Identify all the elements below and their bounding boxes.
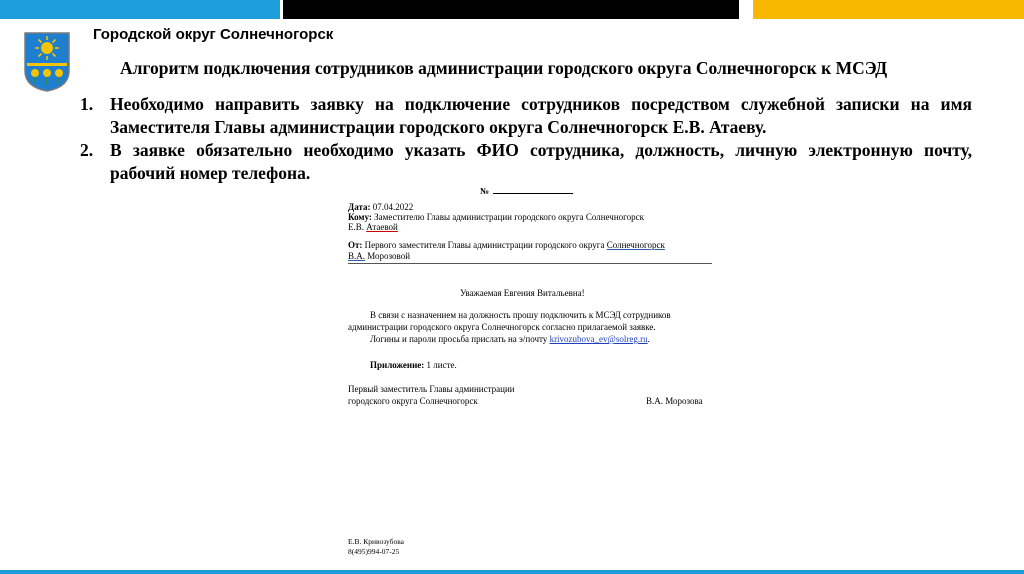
- doc-email-link[interactable]: krivozubova_ev@solreg.ru: [549, 334, 648, 344]
- top-bar-yellow: [753, 0, 1024, 19]
- list-item: [80, 93, 972, 139]
- doc-date-label: Дата:: [348, 202, 371, 212]
- doc-attachment-label: Приложение:: [370, 360, 425, 370]
- top-bar-blue: [0, 0, 280, 19]
- doc-to-name: Атаевой: [366, 222, 398, 232]
- doc-body-line3: [370, 334, 650, 346]
- doc-body-line3-text: Логины и пароли просьба прислать на э/почту: [370, 334, 548, 344]
- doc-executor-phone: 8(495)994-07-25: [348, 547, 400, 556]
- doc-from-link: Солнечногорск: [606, 240, 665, 250]
- doc-body-line2: администрации городского округа Солнечногорск согласно прилагаемой заявке.: [348, 322, 656, 332]
- doc-to-label: Кому:: [348, 212, 372, 222]
- doc-attachment-value: 1 листе.: [426, 360, 457, 370]
- step-text: В заявке обязательно необходимо указать ФИО сотрудника, должность, личную электронную почту, рабочий номер телефона.: [110, 140, 972, 183]
- doc-date-value: 07.04.2022: [372, 202, 414, 212]
- doc-header-rule: [348, 263, 712, 264]
- doc-signer-title1: Первый заместитель Главы администрации: [348, 384, 515, 394]
- bottom-bar: [0, 570, 1024, 574]
- step-text: Необходимо направить заявку на подключение сотрудников посредством служебной записки на имя Заместителя Главы администрации городского округа Солнечногорск Е.В. Атаеву.: [110, 94, 972, 137]
- org-title: Городской округ Солнечногорск: [93, 26, 334, 43]
- memo-document: [330, 180, 730, 560]
- doc-signer-title2: городского округа Солнечногорск: [348, 396, 478, 406]
- doc-from-label: От:: [348, 240, 363, 250]
- step-number: 2.: [80, 140, 94, 160]
- doc-body-line1: В связи с назначением на должность прошу подключить к МСЭД сотрудников: [370, 310, 671, 320]
- doc-from-line2: [348, 251, 410, 263]
- doc-to-prefix: Е.В.: [348, 222, 365, 232]
- doc-body-line3-end: .: [647, 334, 650, 344]
- doc-number-label: №: [480, 186, 490, 196]
- doc-from-name: Морозовой: [367, 251, 411, 261]
- doc-number-blank: [493, 185, 573, 194]
- doc-attachment: [370, 360, 457, 372]
- doc-greeting: Уважаемая Евгения Витальевна!: [460, 288, 585, 298]
- list-item: [80, 139, 972, 185]
- doc-to-line2: [348, 222, 398, 234]
- doc-number: [480, 185, 573, 198]
- doc-executor-name: Е.В. Кривозубова: [348, 537, 405, 546]
- doc-signer-name: В.А. Морозова: [646, 396, 703, 406]
- doc-from-prefix: В.А.: [348, 251, 366, 261]
- top-bar-black: [283, 0, 739, 19]
- doc-from: [348, 240, 665, 252]
- doc-to-line1: Заместителю Главы администрации городского округа Солнечногорск: [374, 212, 644, 222]
- step-number: 1.: [80, 94, 94, 114]
- doc-from-line1: Первого заместителя Главы администрации городского округа: [364, 240, 605, 250]
- slide-heading: Алгоритм подключения сотрудников администрации городского округа Солнечногорск к МСЭД: [120, 58, 888, 78]
- steps-list: [80, 93, 972, 185]
- coat-of-arms-icon: [23, 31, 71, 93]
